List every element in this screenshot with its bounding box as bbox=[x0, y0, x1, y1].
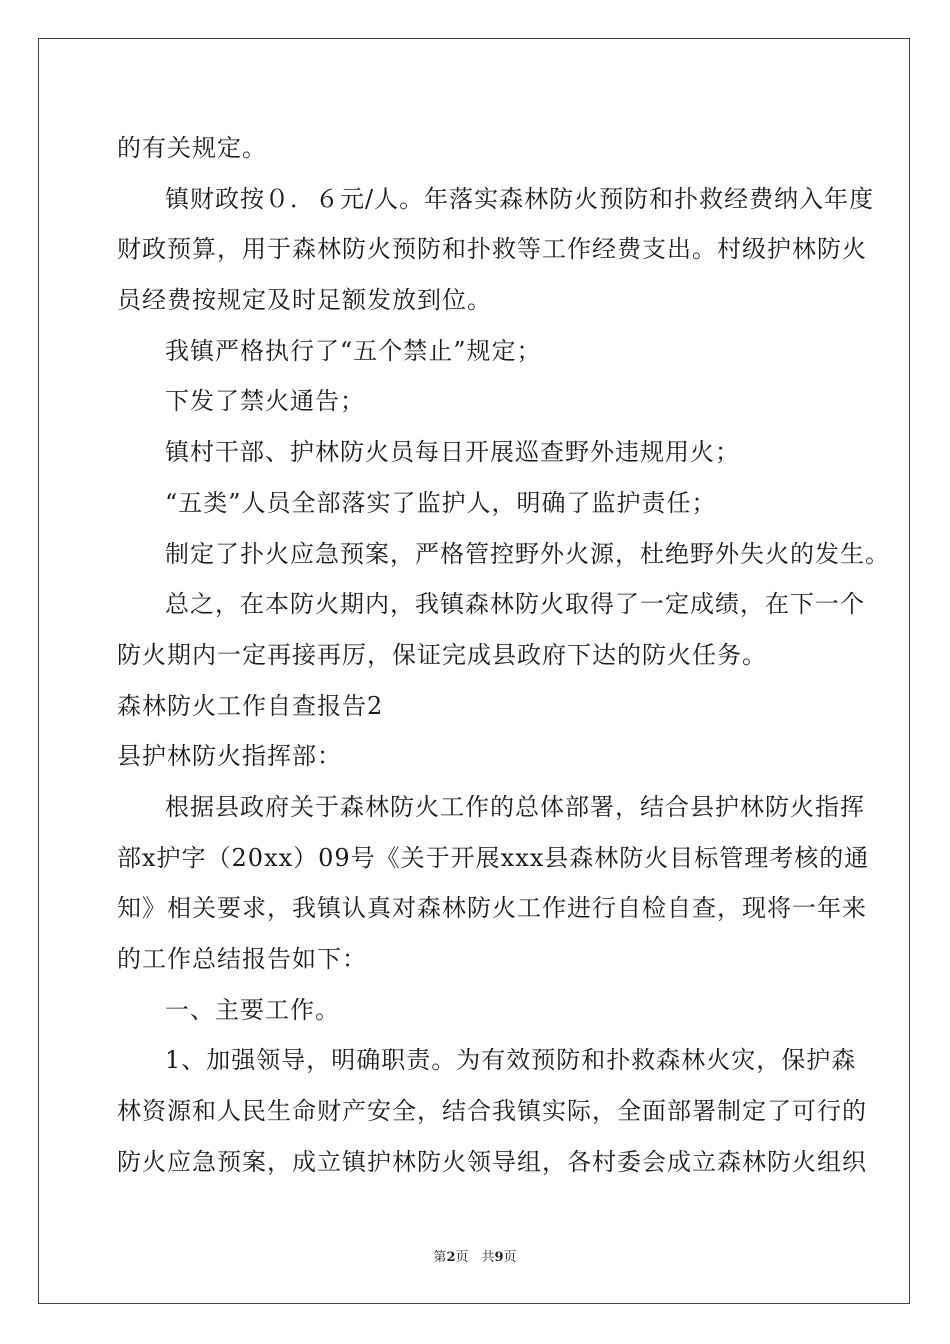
text-line: 知》相关要求，我镇认真对森林防火工作进行自检自查，现将一年来 bbox=[117, 894, 867, 923]
footer-middle: 页 共 bbox=[455, 1250, 495, 1265]
text-line: 镇财政按０．６元/人。年落实森林防火预防和扑救经费纳入年度 bbox=[165, 184, 875, 213]
text-line: 员经费按规定及时足额发放到位。 bbox=[117, 286, 492, 315]
text-line: 1、加强领导，明确职责。为有效预防和扑救森林火灾，保护森 bbox=[165, 1046, 857, 1075]
text-line: “五类”人员全部落实了监护人，明确了监护责任； bbox=[165, 488, 717, 517]
text-line: 我镇严格执行了“五个禁止”规定； bbox=[165, 336, 542, 365]
subsection-heading: 一、主要工作。 bbox=[165, 995, 340, 1024]
salutation: 县护林防火指挥部： bbox=[117, 742, 342, 771]
text-line: 的工作总结报告如下： bbox=[117, 945, 367, 973]
text-line: 的有关规定。 bbox=[117, 134, 267, 162]
text-line: 财政预算，用于森林防火预防和扑救等工作经费支出。村级护林防火 bbox=[117, 235, 867, 264]
text-line: 部x护字（20xx）09号《关于开展xxx县森林防火目标管理考核的通 bbox=[117, 843, 870, 872]
text-line: 根据县政府关于森林防火工作的总体部署，结合县护林防火指挥 bbox=[165, 792, 865, 821]
footer-prefix: 第 bbox=[433, 1250, 447, 1265]
text-line: 镇村干部、护林防火员每日开展巡查野外违规用火； bbox=[165, 438, 740, 467]
text-line: 下发了禁火通告； bbox=[165, 387, 365, 416]
text-line: 总之，在本防火期内，我镇森林防火取得了一定成绩，在下一个 bbox=[165, 590, 865, 619]
section-heading: 森林防火工作自查报告2 bbox=[117, 691, 384, 720]
page-footer bbox=[0, 1246, 950, 1265]
text-line: 防火期内一定再接再厉，保证完成县政府下达的防火任务。 bbox=[117, 640, 767, 669]
footer-suffix: 页 bbox=[503, 1250, 517, 1265]
text-line: 林资源和人民生命财产安全，结合我镇实际，全面部署制定了可行的 bbox=[117, 1097, 867, 1126]
text-line: 制定了扑火应急预案，严格管控野外火源，杜绝野外失火的发生。 bbox=[165, 539, 890, 568]
document-body bbox=[117, 123, 890, 1187]
current-page-number: 2 bbox=[446, 1250, 456, 1265]
total-pages-number: 9 bbox=[494, 1250, 504, 1265]
text-line: 防火应急预案，成立镇护林防火领导组，各村委会成立森林防火组织 bbox=[117, 1147, 867, 1176]
